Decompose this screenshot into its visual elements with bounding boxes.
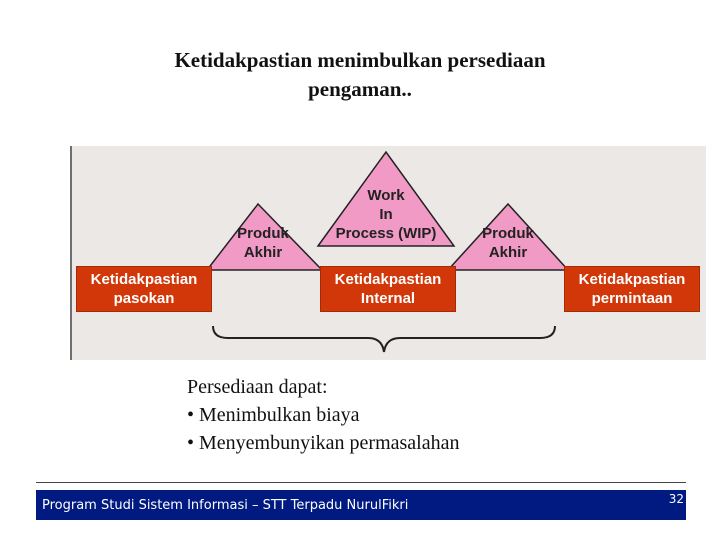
curly-brace: [213, 326, 555, 352]
label-line: Akhir: [243, 244, 283, 261]
box-line: Internal: [360, 290, 416, 307]
label-line: In: [379, 206, 393, 223]
box-supply-uncertainty: [76, 266, 212, 312]
box-line: Ketidakpastian: [578, 271, 686, 288]
slide-title: [0, 46, 720, 104]
triangle-finished-goods-left-label: [218, 224, 308, 262]
box-line: Ketidakpastian: [334, 271, 442, 288]
label-line: Akhir: [488, 244, 528, 261]
footer-divider: [36, 482, 686, 483]
label-line: Work: [367, 187, 405, 204]
title-line-2: pengaman..: [308, 77, 412, 101]
notes-heading: Persediaan dapat:: [187, 376, 328, 398]
diagram-shapes: [72, 146, 706, 360]
box-line: permintaan: [591, 290, 673, 307]
box-internal-uncertainty: [320, 266, 456, 312]
label-line: Process (WIP): [335, 225, 437, 242]
notes-item: • Menimbulkan biaya: [187, 404, 360, 426]
triangle-wip-label: [316, 186, 456, 243]
triangle-finished-goods-right-label: [463, 224, 553, 262]
footer-bar: [36, 490, 686, 520]
label-line: Produk: [237, 225, 289, 242]
box-demand-uncertainty: [564, 266, 700, 312]
notes-item: • Menyembunyikan permasalahan: [187, 432, 460, 454]
box-line: pasokan: [113, 290, 175, 307]
inventory-uncertainty-diagram: [70, 146, 706, 360]
page-number: 32: [668, 492, 684, 506]
footer-text: Program Studi Sistem Informasi – STT Terpadu NurulFikri: [42, 498, 409, 513]
inventory-notes: [187, 373, 459, 457]
title-line-1: Ketidakpastian menimbulkan persediaan: [174, 48, 546, 72]
box-line: Ketidakpastian: [90, 271, 198, 288]
label-line: Produk: [482, 225, 534, 242]
